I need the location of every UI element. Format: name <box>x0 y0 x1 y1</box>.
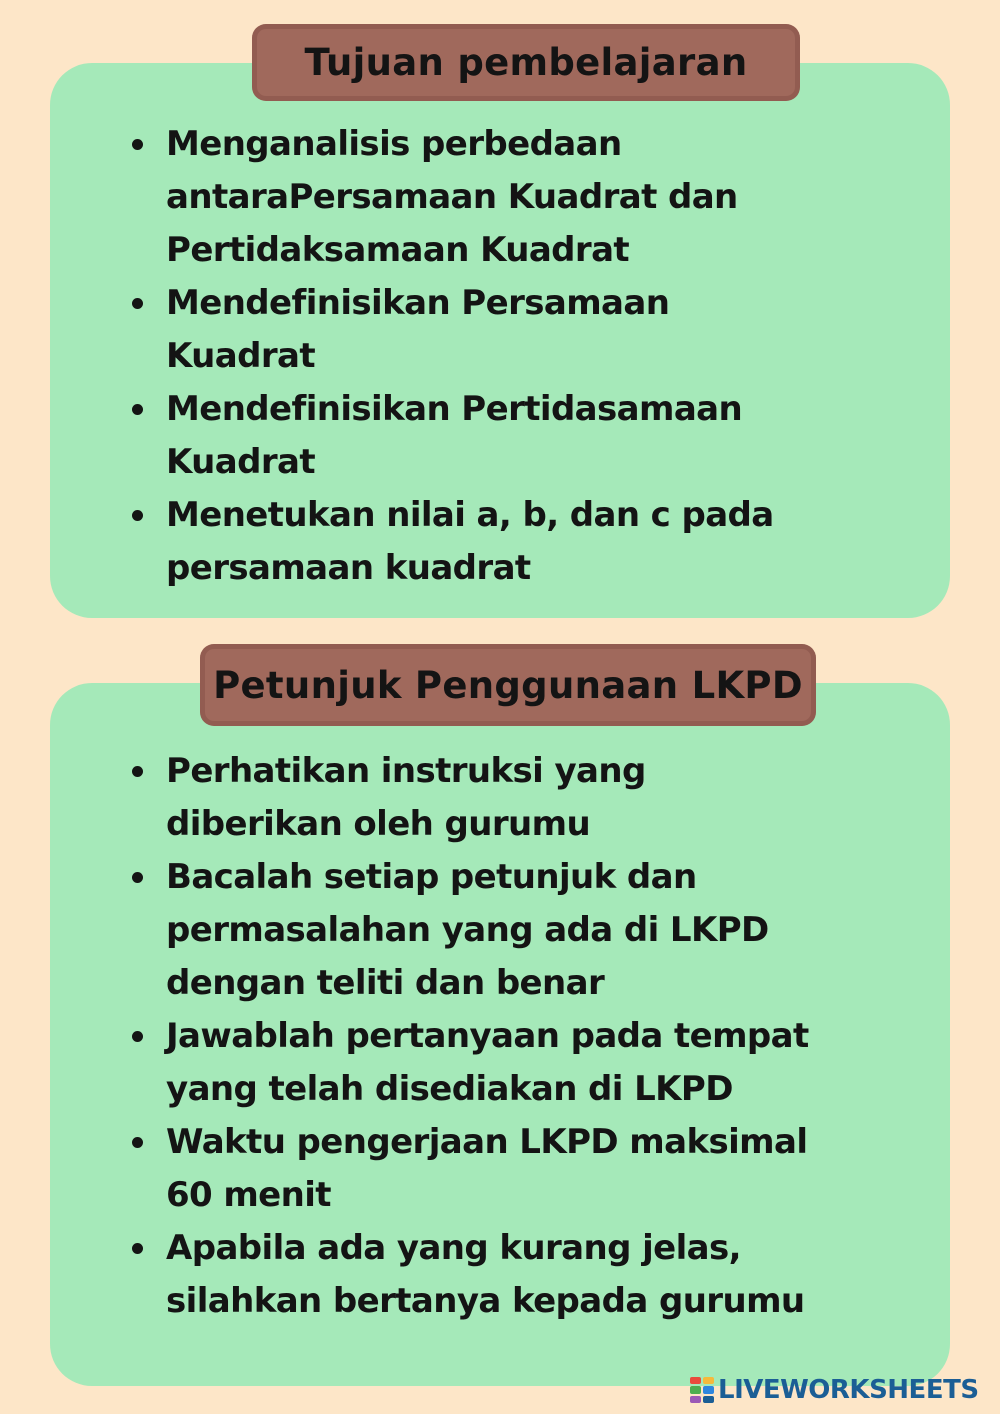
list-item-text: Menganalisis perbedaan antaraPersamaan Kuadrat dan Pertidaksamaan Kuadrat <box>166 124 738 270</box>
liveworksheets-watermark[interactable] <box>690 1372 979 1408</box>
list-item <box>128 851 938 1010</box>
list-item <box>128 1010 938 1116</box>
bullet-icon <box>132 139 143 150</box>
instructions-title: Petunjuk Penggunaan LKPD <box>200 644 816 726</box>
list-item-text: Menetukan nilai a, b, dan c pada persamaan kuadrat <box>166 495 774 588</box>
bullet-icon <box>132 872 143 883</box>
list-item <box>128 118 928 277</box>
list-item <box>128 745 938 851</box>
bullet-icon <box>132 766 143 777</box>
instructions-list <box>128 745 938 1328</box>
list-item <box>128 1222 938 1328</box>
list-item-text: Mendefinisikan Persamaan Kuadrat <box>166 283 670 376</box>
list-item-text: Mendefinisikan Pertidasamaan Kuadrat <box>166 389 743 482</box>
liveworksheets-logo-icon <box>690 1377 714 1403</box>
bullet-icon <box>132 510 143 521</box>
bullet-icon <box>132 1137 143 1148</box>
list-item <box>128 277 928 383</box>
list-item-text: Perhatikan instruksi yang diberikan oleh gurumu <box>166 751 646 844</box>
list-item-text: Apabila ada yang kurang jelas, silahkan bertanya kepada gurumu <box>166 1228 805 1321</box>
list-item <box>128 383 928 489</box>
learning-objectives-list <box>128 118 928 595</box>
bullet-icon <box>132 404 143 415</box>
list-item-text: Waktu pengerjaan LKPD maksimal 60 menit <box>166 1122 808 1215</box>
bullet-icon <box>132 298 143 309</box>
bullet-icon <box>132 1243 143 1254</box>
list-item-text: Bacalah setiap petunjuk dan permasalahan yang ada di LKPD dengan teliti dan benar <box>166 857 769 1003</box>
learning-objectives-title: Tujuan pembelajaran <box>252 24 800 101</box>
bullet-icon <box>132 1031 143 1042</box>
list-item <box>128 1116 938 1222</box>
list-item <box>128 489 928 595</box>
watermark-text: LIVEWORKSHEETS <box>718 1375 979 1405</box>
list-item-text: Jawablah pertanyaan pada tempat yang telah disediakan di LKPD <box>166 1016 809 1109</box>
